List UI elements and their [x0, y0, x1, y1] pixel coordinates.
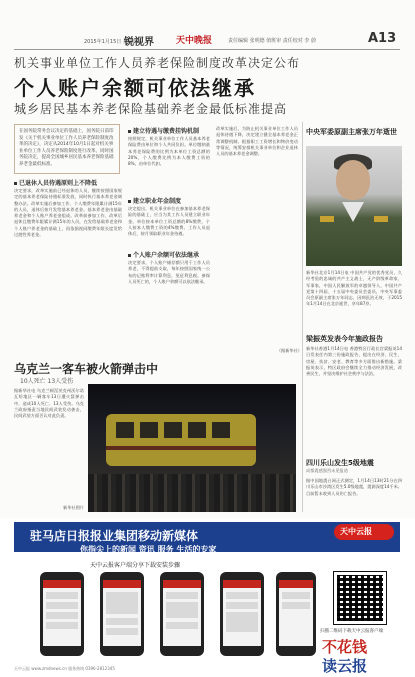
portrait-face [336, 160, 370, 200]
phone-content-block [46, 612, 78, 619]
phone-content-block [226, 592, 258, 599]
accident-subtitle: 10人死亡 13人受伤 [20, 378, 74, 385]
lead-box [14, 124, 120, 174]
sidebar-divider [302, 122, 303, 512]
bus-window [140, 422, 158, 438]
accident-text: 据新华社电 乌克兰顿涅茨克州沃尔诺瓦哈地区一辆客车13日遭火箭弹击中，造成10人死亡、13人受伤。乌克兰政府指责当地民间武装发动袭击，民间武装方面否认对此负责。 [14, 388, 84, 419]
paper-logo: 天中晚报 [176, 36, 213, 46]
phone-content-block [106, 628, 138, 635]
phone-screen [43, 580, 81, 646]
article-column-1: 决定要求，改革实施前已经退休的人员，继续按照国家规定的基本养老保险待遇标准发放，同时执行基本养老金调整办法。改革实施后参加工作、个人缴费年限累计满15年的人员，退休后按月发给基本养老金。基本养老金由基础养老金和个人账户养老金组成。改革前参加工作、改革后退休且缴费年限累计满15年的人员，在发给基础养老金和个人账户养老金的基础上，再依据视同缴费年限长度发给过渡性养老金。 [14, 188, 122, 238]
header-divider [14, 49, 400, 50]
portrait-insignia-left [320, 216, 334, 222]
sidebar-story2-title: 梁振英发表今年施政报告 [306, 335, 383, 343]
section-title-retirees: 已退休人员待遇原则上不降低 [14, 178, 97, 187]
article-column-2: 按照规定，机关事业单位工作人员基本养老保险费由单位和个人共同负担。单位缴纳基本养老保险费的比例为本单位工资总额的20%，个人缴费比例为本人缴费工资的8%，由单位代扣。 [128, 136, 210, 167]
bus-illustration [106, 414, 256, 466]
accident-photo-credit: 新华社图片 [63, 505, 84, 510]
ad-footer: 天中云报 www.zmdnews.cn 服务热线 0396-2812345 [14, 666, 115, 671]
sidebar-story2-text: 新华社香港1月14日电 香港特区行政长官梁振英14日发表任内第三份施政报告，提出在经济、民生、房屋、扶贫、安老、教育等多方面推出新措施。梁振英表示，特区政府会继续全力推动经济发展，改善民生，并坚决维护社会秩序与法治。 [306, 346, 402, 377]
portrait-collar [342, 202, 364, 222]
section-title-contribution: 建立待遇与缴费挂钩机制 [128, 126, 199, 135]
phone-app-bar [103, 580, 141, 588]
ad-slogan: 你指尖上的新闻 资讯 服务 生活的专家 [80, 545, 217, 554]
phone-screenshot-5 [276, 572, 316, 656]
ad-headline: 驻马店日报报业集团移动新媒体 [30, 529, 199, 543]
editor-credits: 责任编辑 张明德 值班审 责任校对 李 蔚 [228, 38, 316, 44]
bus-stripe [106, 446, 256, 450]
qr-code [334, 572, 386, 624]
phone-app-bar [43, 580, 81, 588]
phone-screen [223, 580, 261, 646]
phone-content-block [46, 592, 78, 599]
crowd-silhouettes [88, 474, 296, 512]
phone-content-block [282, 602, 310, 609]
phone-app-bar [163, 580, 201, 588]
sidebar-story3-subtitle: 成都震感强烈未见报道 [306, 468, 348, 473]
edition-name: 锐视界 [124, 37, 154, 48]
article-byline: （据新华社） [276, 348, 302, 353]
phone-app-bar [223, 580, 261, 588]
phone-content-block [166, 592, 198, 599]
bus-window [164, 422, 182, 438]
sidebar-story1-text: 新华社北京1月14日电 中国共产党的优秀党员，久经考验的忠诚的共产主义战士，无产阶级革命家、军事家，中国人民解放军的卓越领导人，中国共产党第十四届、十五届中央委员会委员，中央军事委员会原副主席张万年同志，因病医治无效，于2015年1月14日在北京逝世，享年87岁。 [306, 270, 402, 307]
portrait-photo [306, 146, 402, 266]
phone-content-block [282, 592, 310, 599]
phone-screenshot-1 [40, 572, 84, 656]
portrait-insignia-right [374, 216, 388, 222]
phone-content-block [226, 602, 258, 609]
section-title-inheritance: 个人账户余额可依法继承 [128, 250, 199, 259]
phone-content-block [46, 602, 78, 609]
qr-caption: 扫描二维码下载天中云报客户端 [320, 629, 383, 634]
sidebar-story3-text: 据中国地震台网正式测定，1月14日13时21分在四川乐山市沙湾区发生5.0级地震，震源深度14千米。目前暂未收到人员伤亡报告。 [306, 478, 402, 496]
bus-window [212, 422, 230, 438]
phone-content-block [166, 622, 198, 629]
lead-text: 在国务院常务会议决定的基础上，国务院日前印发《关于机关事业单位工作人员养老保险制度改革的决定》，决定从2014年10月1日起对机关事业单位工作人员养老保险制度进行改革。同时国务院决定，提高全国城乡居民基本养老保险基础养老金最低标准。 [19, 129, 114, 167]
article-column-3: 决定提出，机关事业单位在参加基本养老保险的基础上，应当为其工作人员建立职业年金。单位按本单位工资总额的8%缴费，个人按本人缴费工资的4%缴费。工作人员退休后，按月领取职业年金待遇。 [128, 206, 210, 237]
article-headline: 个人账户余额可依法继承 [14, 76, 256, 100]
phone-content-block [226, 612, 258, 632]
phone-content-block [106, 618, 138, 625]
article-subhead: 城乡居民基本养老保险基础养老金最低标准提高 [14, 102, 288, 116]
bus-window [188, 422, 206, 438]
article-kicker: 机关事业单位工作人员养老保险制度改革决定公布 [14, 56, 301, 70]
phone-content-block [106, 592, 138, 614]
phone-screen [279, 580, 313, 646]
accident-title: 乌克兰一客车被火箭弹击中 [14, 362, 159, 376]
phone-screen [163, 580, 201, 646]
phone-content-block [166, 602, 198, 618]
sidebar-story1-title: 中央军委原副主席张万年逝世 [306, 128, 397, 136]
page-header [0, 0, 415, 46]
ad-instructions-title: 天中云报客户端分享下载安装步骤 [90, 562, 181, 569]
issue-date: 2015年1月15日 星期四 [84, 39, 138, 45]
page-number: A13 [368, 31, 397, 46]
bus-window [116, 422, 134, 438]
section-title-annuity: 建立职业年金制度 [128, 196, 181, 205]
article-column-5: 改革实施后，为防止机关事业单位工作人员退休待遇下降，决定建立健全基本养老金正常调整机制。根据职工工资增长和物价变动等情况，统筹安排机关事业单位和企业退休人员的基本养老金调整。 [216, 126, 298, 157]
sidebar-story3-title: 四川乐山发生5级地震 [306, 459, 374, 467]
phone-app-bar [279, 580, 313, 588]
phone-screen [103, 580, 141, 646]
accident-photo [88, 384, 296, 512]
ad-logo: 天中云报 [340, 527, 372, 536]
phone-content-block [46, 622, 78, 629]
ad-free-line-2: 读云报 [322, 657, 368, 675]
ad-free-line-1: 不花钱 [322, 638, 368, 656]
phone-screenshot-3 [160, 572, 204, 656]
phone-screenshot-2 [100, 572, 144, 656]
article-column-4: 决定要求，个人账户储存额只用于工作人员养老，不得提前支取，每年按照国家统一公布的记账利率计算利息，免征利息税。参保人员死亡的，个人账户余额可以依法继承。 [128, 260, 210, 284]
phone-screenshot-4 [220, 572, 264, 656]
